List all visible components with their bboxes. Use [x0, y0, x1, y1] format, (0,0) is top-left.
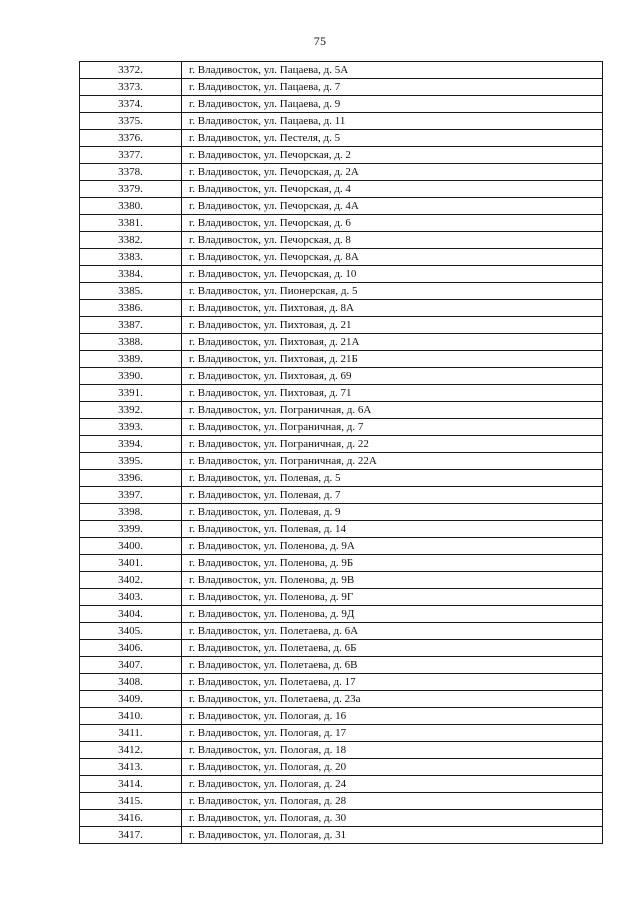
table-row — [80, 436, 603, 453]
row-number-cell: 3379. — [80, 181, 182, 198]
row-number-cell: 3380. — [80, 198, 182, 215]
table-row — [80, 232, 603, 249]
table-row — [80, 283, 603, 300]
address-cell: г. Владивосток, ул. Поленова, д. 9Б — [182, 555, 603, 572]
address-cell: г. Владивосток, ул. Пограничная, д. 6А — [182, 402, 603, 419]
address-cell: г. Владивосток, ул. Пихтовая, д. 8А — [182, 300, 603, 317]
table-row — [80, 657, 603, 674]
table-row — [80, 266, 603, 283]
address-cell: г. Владивосток, ул. Пацаева, д. 11 — [182, 113, 603, 130]
address-cell: г. Владивосток, ул. Поленова, д. 9В — [182, 572, 603, 589]
row-number-cell: 3389. — [80, 351, 182, 368]
row-number-cell: 3395. — [80, 453, 182, 470]
table-row — [80, 640, 603, 657]
address-table-body — [80, 62, 603, 844]
table-row — [80, 79, 603, 96]
address-cell: г. Владивосток, ул. Пацаева, д. 9 — [182, 96, 603, 113]
table-row — [80, 215, 603, 232]
table-row — [80, 555, 603, 572]
table-row — [80, 470, 603, 487]
table-row — [80, 793, 603, 810]
row-number-cell: 3415. — [80, 793, 182, 810]
address-cell: г. Владивосток, ул. Печорская, д. 2А — [182, 164, 603, 181]
table-row — [80, 300, 603, 317]
table-row — [80, 776, 603, 793]
table-row — [80, 351, 603, 368]
table-row — [80, 589, 603, 606]
address-cell: г. Владивосток, ул. Пихтовая, д. 21 — [182, 317, 603, 334]
row-number-cell: 3408. — [80, 674, 182, 691]
row-number-cell: 3391. — [80, 385, 182, 402]
address-cell: г. Владивосток, ул. Полевая, д. 7 — [182, 487, 603, 504]
address-cell: г. Владивосток, ул. Пацаева, д. 5А — [182, 62, 603, 79]
row-number-cell: 3383. — [80, 249, 182, 266]
table-row — [80, 402, 603, 419]
address-cell: г. Владивосток, ул. Полевая, д. 14 — [182, 521, 603, 538]
address-cell: г. Владивосток, ул. Печорская, д. 2 — [182, 147, 603, 164]
table-row — [80, 385, 603, 402]
row-number-cell: 3403. — [80, 589, 182, 606]
table-row — [80, 606, 603, 623]
row-number-cell: 3373. — [80, 79, 182, 96]
address-cell: г. Владивосток, ул. Полевая, д. 5 — [182, 470, 603, 487]
address-cell: г. Владивосток, ул. Пионерская, д. 5 — [182, 283, 603, 300]
address-cell: г. Владивосток, ул. Печорская, д. 6 — [182, 215, 603, 232]
row-number-cell: 3398. — [80, 504, 182, 521]
row-number-cell: 3376. — [80, 130, 182, 147]
address-cell: г. Владивосток, ул. Полетаева, д. 6Б — [182, 640, 603, 657]
table-row — [80, 249, 603, 266]
row-number-cell: 3401. — [80, 555, 182, 572]
table-row — [80, 147, 603, 164]
address-cell: г. Владивосток, ул. Пестеля, д. 5 — [182, 130, 603, 147]
row-number-cell: 3412. — [80, 742, 182, 759]
row-number-cell: 3411. — [80, 725, 182, 742]
address-cell: г. Владивосток, ул. Пихтовая, д. 69 — [182, 368, 603, 385]
address-cell: г. Владивосток, ул. Поленова, д. 9Д — [182, 606, 603, 623]
address-cell: г. Владивосток, ул. Полевая, д. 9 — [182, 504, 603, 521]
row-number-cell: 3386. — [80, 300, 182, 317]
row-number-cell: 3405. — [80, 623, 182, 640]
address-cell: г. Владивосток, ул. Полетаева, д. 23а — [182, 691, 603, 708]
row-number-cell: 3414. — [80, 776, 182, 793]
table-row — [80, 521, 603, 538]
row-number-cell: 3409. — [80, 691, 182, 708]
table-row — [80, 504, 603, 521]
row-number-cell: 3413. — [80, 759, 182, 776]
address-cell: г. Владивосток, ул. Пихтовая, д. 21А — [182, 334, 603, 351]
row-number-cell: 3372. — [80, 62, 182, 79]
row-number-cell: 3385. — [80, 283, 182, 300]
row-number-cell: 3378. — [80, 164, 182, 181]
address-cell: г. Владивосток, ул. Пологая, д. 28 — [182, 793, 603, 810]
row-number-cell: 3381. — [80, 215, 182, 232]
address-cell: г. Владивосток, ул. Печорская, д. 4 — [182, 181, 603, 198]
row-number-cell: 3375. — [80, 113, 182, 130]
row-number-cell: 3382. — [80, 232, 182, 249]
row-number-cell: 3377. — [80, 147, 182, 164]
address-cell: г. Владивосток, ул. Пограничная, д. 7 — [182, 419, 603, 436]
address-cell: г. Владивосток, ул. Пологая, д. 30 — [182, 810, 603, 827]
row-number-cell: 3410. — [80, 708, 182, 725]
address-cell: г. Владивосток, ул. Пологая, д. 24 — [182, 776, 603, 793]
row-number-cell: 3374. — [80, 96, 182, 113]
table-row — [80, 130, 603, 147]
address-cell: г. Владивосток, ул. Пологая, д. 17 — [182, 725, 603, 742]
address-cell: г. Владивосток, ул. Поленова, д. 9Г — [182, 589, 603, 606]
address-cell: г. Владивосток, ул. Пограничная, д. 22А — [182, 453, 603, 470]
address-cell: г. Владивосток, ул. Пограничная, д. 22 — [182, 436, 603, 453]
address-cell: г. Владивосток, ул. Поленова, д. 9А — [182, 538, 603, 555]
address-cell: г. Владивосток, ул. Пихтовая, д. 21Б — [182, 351, 603, 368]
address-table — [79, 61, 603, 844]
address-cell: г. Владивосток, ул. Пологая, д. 20 — [182, 759, 603, 776]
table-row — [80, 368, 603, 385]
address-cell: г. Владивосток, ул. Печорская, д. 10 — [182, 266, 603, 283]
table-row — [80, 164, 603, 181]
row-number-cell: 3394. — [80, 436, 182, 453]
address-cell: г. Владивосток, ул. Пологая, д. 16 — [182, 708, 603, 725]
table-row — [80, 759, 603, 776]
address-cell: г. Владивосток, ул. Печорская, д. 8 — [182, 232, 603, 249]
row-number-cell: 3416. — [80, 810, 182, 827]
table-row — [80, 572, 603, 589]
table-row — [80, 181, 603, 198]
row-number-cell: 3400. — [80, 538, 182, 555]
row-number-cell: 3417. — [80, 827, 182, 844]
row-number-cell: 3387. — [80, 317, 182, 334]
address-cell: г. Владивосток, ул. Полетаева, д. 6В — [182, 657, 603, 674]
address-cell: г. Владивосток, ул. Полетаева, д. 6А — [182, 623, 603, 640]
address-cell: г. Владивосток, ул. Пихтовая, д. 71 — [182, 385, 603, 402]
row-number-cell: 3392. — [80, 402, 182, 419]
table-row — [80, 487, 603, 504]
table-row — [80, 62, 603, 79]
table-row — [80, 674, 603, 691]
row-number-cell: 3402. — [80, 572, 182, 589]
table-row — [80, 317, 603, 334]
table-row — [80, 198, 603, 215]
table-row — [80, 419, 603, 436]
page-number: 75 — [313, 34, 327, 48]
address-cell: г. Владивосток, ул. Печорская, д. 8А — [182, 249, 603, 266]
address-cell: г. Владивосток, ул. Пологая, д. 31 — [182, 827, 603, 844]
address-cell: г. Владивосток, ул. Пацаева, д. 7 — [182, 79, 603, 96]
table-row — [80, 113, 603, 130]
address-cell: г. Владивосток, ул. Полетаева, д. 17 — [182, 674, 603, 691]
table-row — [80, 691, 603, 708]
table-row — [80, 708, 603, 725]
table-row — [80, 623, 603, 640]
table-row — [80, 725, 603, 742]
row-number-cell: 3397. — [80, 487, 182, 504]
table-row — [80, 334, 603, 351]
table-row — [80, 453, 603, 470]
row-number-cell: 3396. — [80, 470, 182, 487]
table-row — [80, 96, 603, 113]
address-cell: г. Владивосток, ул. Печорская, д. 4А — [182, 198, 603, 215]
table-row — [80, 810, 603, 827]
row-number-cell: 3404. — [80, 606, 182, 623]
table-row — [80, 827, 603, 844]
address-cell: г. Владивосток, ул. Пологая, д. 18 — [182, 742, 603, 759]
table-row — [80, 742, 603, 759]
row-number-cell: 3407. — [80, 657, 182, 674]
row-number-cell: 3406. — [80, 640, 182, 657]
row-number-cell: 3390. — [80, 368, 182, 385]
row-number-cell: 3399. — [80, 521, 182, 538]
row-number-cell: 3384. — [80, 266, 182, 283]
table-row — [80, 538, 603, 555]
row-number-cell: 3388. — [80, 334, 182, 351]
row-number-cell: 3393. — [80, 419, 182, 436]
